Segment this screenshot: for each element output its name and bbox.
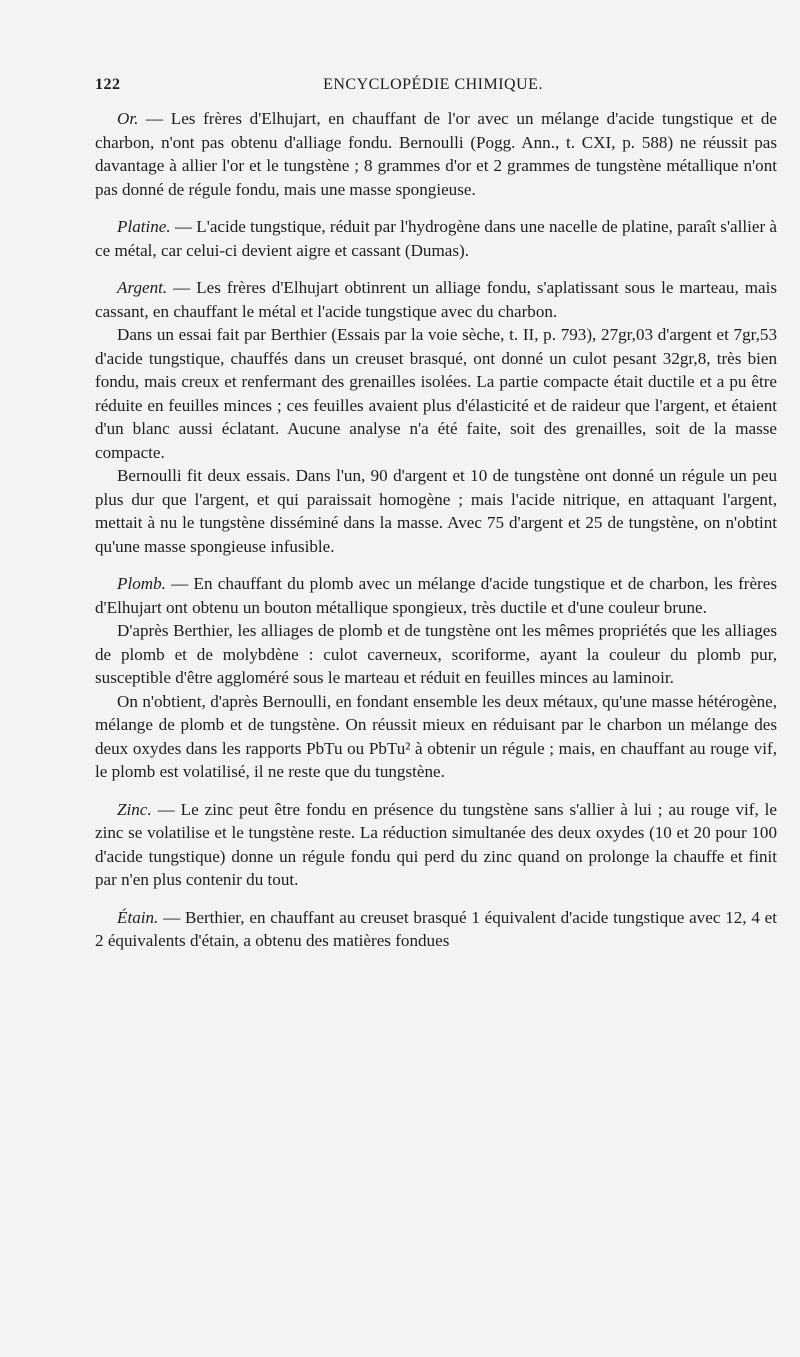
page-header [95, 74, 771, 100]
paragraph: Bernoulli fit deux essais. Dans l'un, 90 d'argent et 10 de tungstène ont donné un régule un peu plus dur que l'argent, et qui paraissait homogène ; mais l'acide nitrique, en attaquant l'argent, mettait à nu le tungstène disséminé dans la masse. Avec 75 d'argent et 25 de tungstène, on n'obtint qu'une masse spongieuse infusible. [95, 466, 777, 556]
section-title: Platine. [117, 217, 171, 236]
section-platine: Platine. — L'acide tungstique, réduit par l'hydrogène dans une nacelle de platine, paraît s'allier à ce métal, car celui-ci devient aigre et cassant (Dumas). [95, 217, 778, 260]
section-title: Or. [117, 109, 139, 128]
running-head: ENCYCLOPÉDIE CHIMIQUE. [323, 76, 543, 93]
paragraph: D'après Berthier, les alliages de plomb et de tungstène ont les mêmes propriétés que les alliages de plomb et de molybdène : culot caverneux, scoriforme, ayant la couleur du plomb pur, susceptible d'être aggloméré sous le marteau et réduit en feuilles minces au laminoir. [95, 621, 777, 687]
paragraph-text: L'acide tungstique, réduit par l'hydrogène dans une nacelle de platine, paraît s'allier à ce métal, car celui-ci devient aigre et cassant (Dumas). [95, 217, 778, 260]
section-title: Argent. [117, 278, 168, 297]
paragraph: On n'obtient, d'après Bernoulli, en fondant ensemble les deux métaux, qu'une masse hétérogène, mélange de plomb et de tungstène. On réussit mieux en réduisant par le charbon un mélange des deux oxydes dans les rapports PbTu ou PbTu² à obtenir un régule ; mais, en chauffant au rouge vif, le plomb est volatilisé, il ne reste que du tungstène. [95, 691, 777, 781]
section-zinc: Zinc. — Le zinc peut être fondu en présence du tungstène sans s'allier à lui ; au rouge vif, le zinc se volatilise et le tungstène reste. La réduction simultanée des deux oxydes (10 et 20 pour 100 d'acide tungstique) donne un régule fondu qui perd du zinc quand on prolonge la chauffe et finit par n'en plus contenir du tout. [95, 799, 777, 889]
paragraph-text: Les frères d'Elhujart obtinrent un alliage fondu, s'aplatissant sous le marteau, mais cassant, en chauffant le métal et l'acide tungstique avec du charbon. [95, 278, 778, 321]
section-title: Étain. [117, 907, 159, 927]
page-body [95, 107, 777, 953]
section-etain: Étain. — Berthier, en chauffant au creuset brasqué 1 équivalent d'acide tungstique avec 12, 4 et 2 équivalents d'étain, a obtenu des matières fondues [95, 907, 778, 950]
page-number: 122 [95, 76, 121, 93]
paragraph-text: Les frères d'Elhujart, en chauffant de l'or avec un mélange d'acide tungstique et de charbon, n'ont pas obtenu d'alliage fondu. Bernoulli (Pogg. Ann., t. CXI, p. 588) ne réussit pas davantage à allier l'or et le tungstène ; 8 grammes d'or et 2 grammes de tungstène métallique n'ont pas donné de régule fondu, mais une masse spongieuse. [95, 109, 778, 199]
section-argent: Argent. — Les frères d'Elhujart obtinrent un alliage fondu, s'aplatissant sous le marteau, mais cassant, en chauffant le métal et l'acide tungstique avec du charbon. [95, 278, 778, 321]
section-title: Zinc. [117, 799, 152, 819]
paragraph: Dans un essai fait par Berthier (Essais par la voie sèche, t. II, p. 793), 27gr,03 d'argent et 7gr,53 d'acide tungstique, chauffés dans un creuset brasqué, ont donné un culot pesant 32gr,8, très bien fondu, mais creux et renfermant des grenailles isolées. La partie compacte était ductile et a pu être réduite en feuilles minces ; ces feuilles avaient plus d'élasticité et de raideur que l'argent, et étaient d'un blanc aussi éclatant. Aucune analyse n'a été faite, soit des grenailles, soit de la masse compacte. [95, 325, 777, 462]
paragraph-text: Le zinc peut être fondu en présence du tungstène sans s'allier à lui ; au rouge vif, le zinc se volatilise et le tungstène reste. La réduction simultanée des deux oxydes (10 et 20 pour 100 d'acide tungstique) donne un régule fondu qui perd du zinc quand on prolonge la chauffe et finit par n'en plus contenir du tout. [95, 799, 777, 889]
section-or: Or. — Les frères d'Elhujart, en chauffant de l'or avec un mélange d'acide tungstique et de charbon, n'ont pas obtenu d'alliage fondu. Bernoulli (Pogg. Ann., t. CXI, p. 588) ne réussit pas davantage à allier l'or et le tungstène ; 8 grammes d'or et 2 grammes de tungstène métallique n'ont pas donné de régule fondu, mais une masse spongieuse. [95, 109, 778, 199]
section-title: Plomb. [117, 574, 166, 593]
paragraph-text: Berthier, en chauffant au creuset brasqué 1 équivalent d'acide tungstique avec 12, 4 et 2 équivalents d'étain, a obtenu des matières fondues [95, 907, 778, 950]
paragraph-text: En chauffant du plomb avec un mélange d'acide tungstique et de charbon, les frères d'Elhujart ont obtenu un bouton métallique spongieux, très ductile et d'une couleur brune. [95, 574, 777, 617]
section-plomb: Plomb. — En chauffant du plomb avec un mélange d'acide tungstique et de charbon, les frères d'Elhujart ont obtenu un bouton métallique spongieux, très ductile et d'une couleur brune. [95, 574, 777, 617]
